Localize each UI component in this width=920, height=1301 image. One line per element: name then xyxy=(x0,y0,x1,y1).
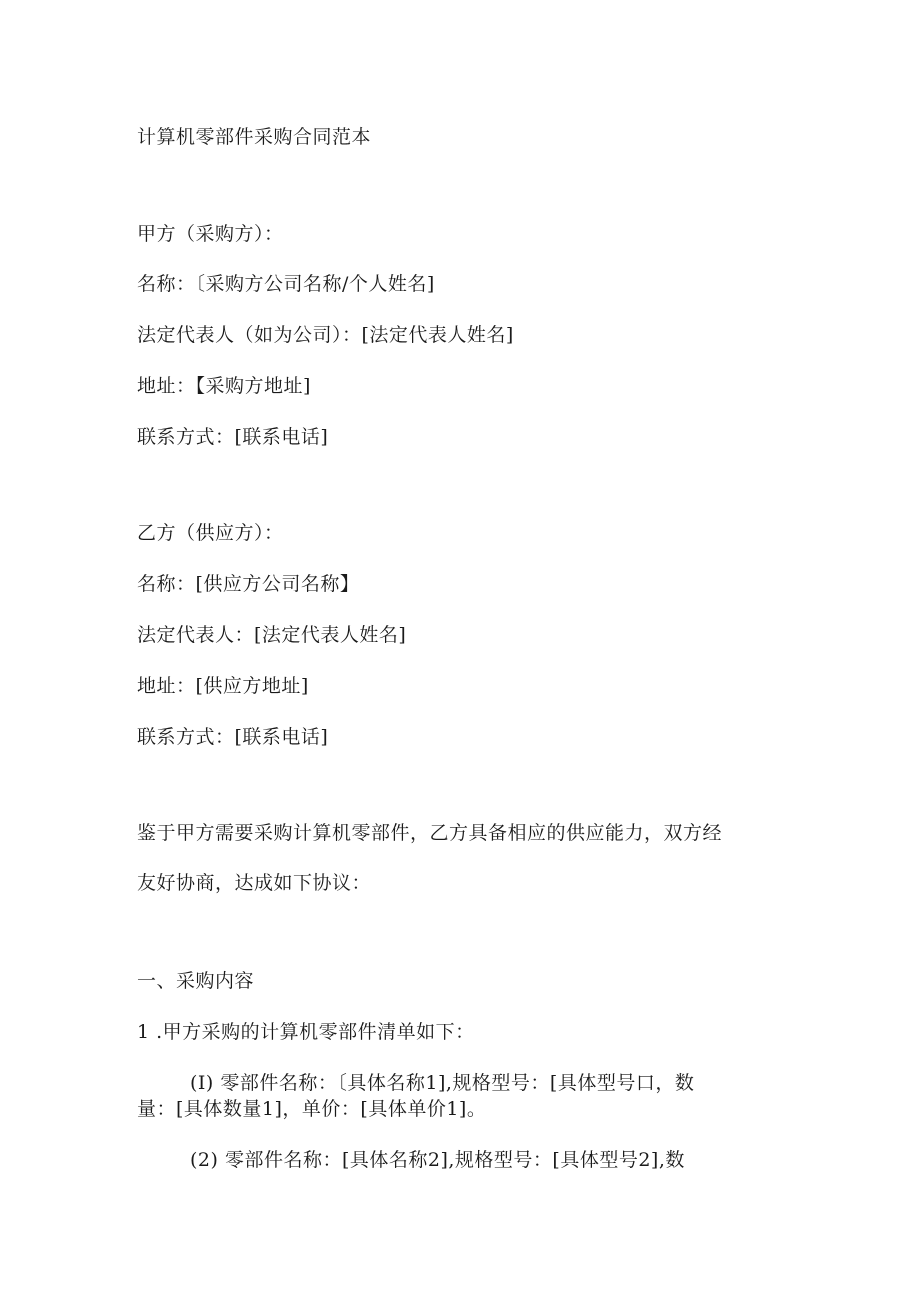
preamble-line-2: 友好协商，达成如下协议： xyxy=(137,872,372,894)
party-b-representative: 法定代表人：[法定代表人姓名] xyxy=(137,624,407,646)
section-1-item-1: 1 .甲方采购的计算机零部件清单如下： xyxy=(137,1021,475,1043)
party-a-heading: 甲方（采购方）： xyxy=(137,223,284,245)
section-1-heading: 一、采购内容 xyxy=(137,970,255,992)
document-title: 计算机零部件采购合同范本 xyxy=(137,126,372,148)
party-b-name: 名称：[供应方公司名称】 xyxy=(137,573,360,595)
party-a-contact: 联系方式：[联系电话] xyxy=(137,426,329,448)
section-1-sub-1-line-2: 量：[具体数量1]，单价：[具体单价1]。 xyxy=(137,1098,487,1120)
section-1-sub-2-line-1: (2) 零部件名称：[具体名称2],规格型号：[具体型号2],数 xyxy=(190,1149,685,1171)
section-1-sub-1-line-1: (I) 零部件名称：〔具体名称1],规格型号：[具体型号口，数 xyxy=(190,1072,695,1094)
party-a-address: 地址：【采购方地址] xyxy=(137,375,311,397)
party-b-heading: 乙方（供应方）： xyxy=(137,522,284,544)
preamble-line-1: 鉴于甲方需要采购计算机零部件，乙方具备相应的供应能力，双方经 xyxy=(137,822,723,844)
party-b-address: 地址：[供应方地址] xyxy=(137,675,309,697)
party-b-contact: 联系方式：[联系电话] xyxy=(137,726,329,748)
party-a-name: 名称：〔采购方公司名称/个人姓名] xyxy=(137,273,435,295)
party-a-representative: 法定代表人（如为公司）：[法定代表人姓名] xyxy=(137,324,514,346)
